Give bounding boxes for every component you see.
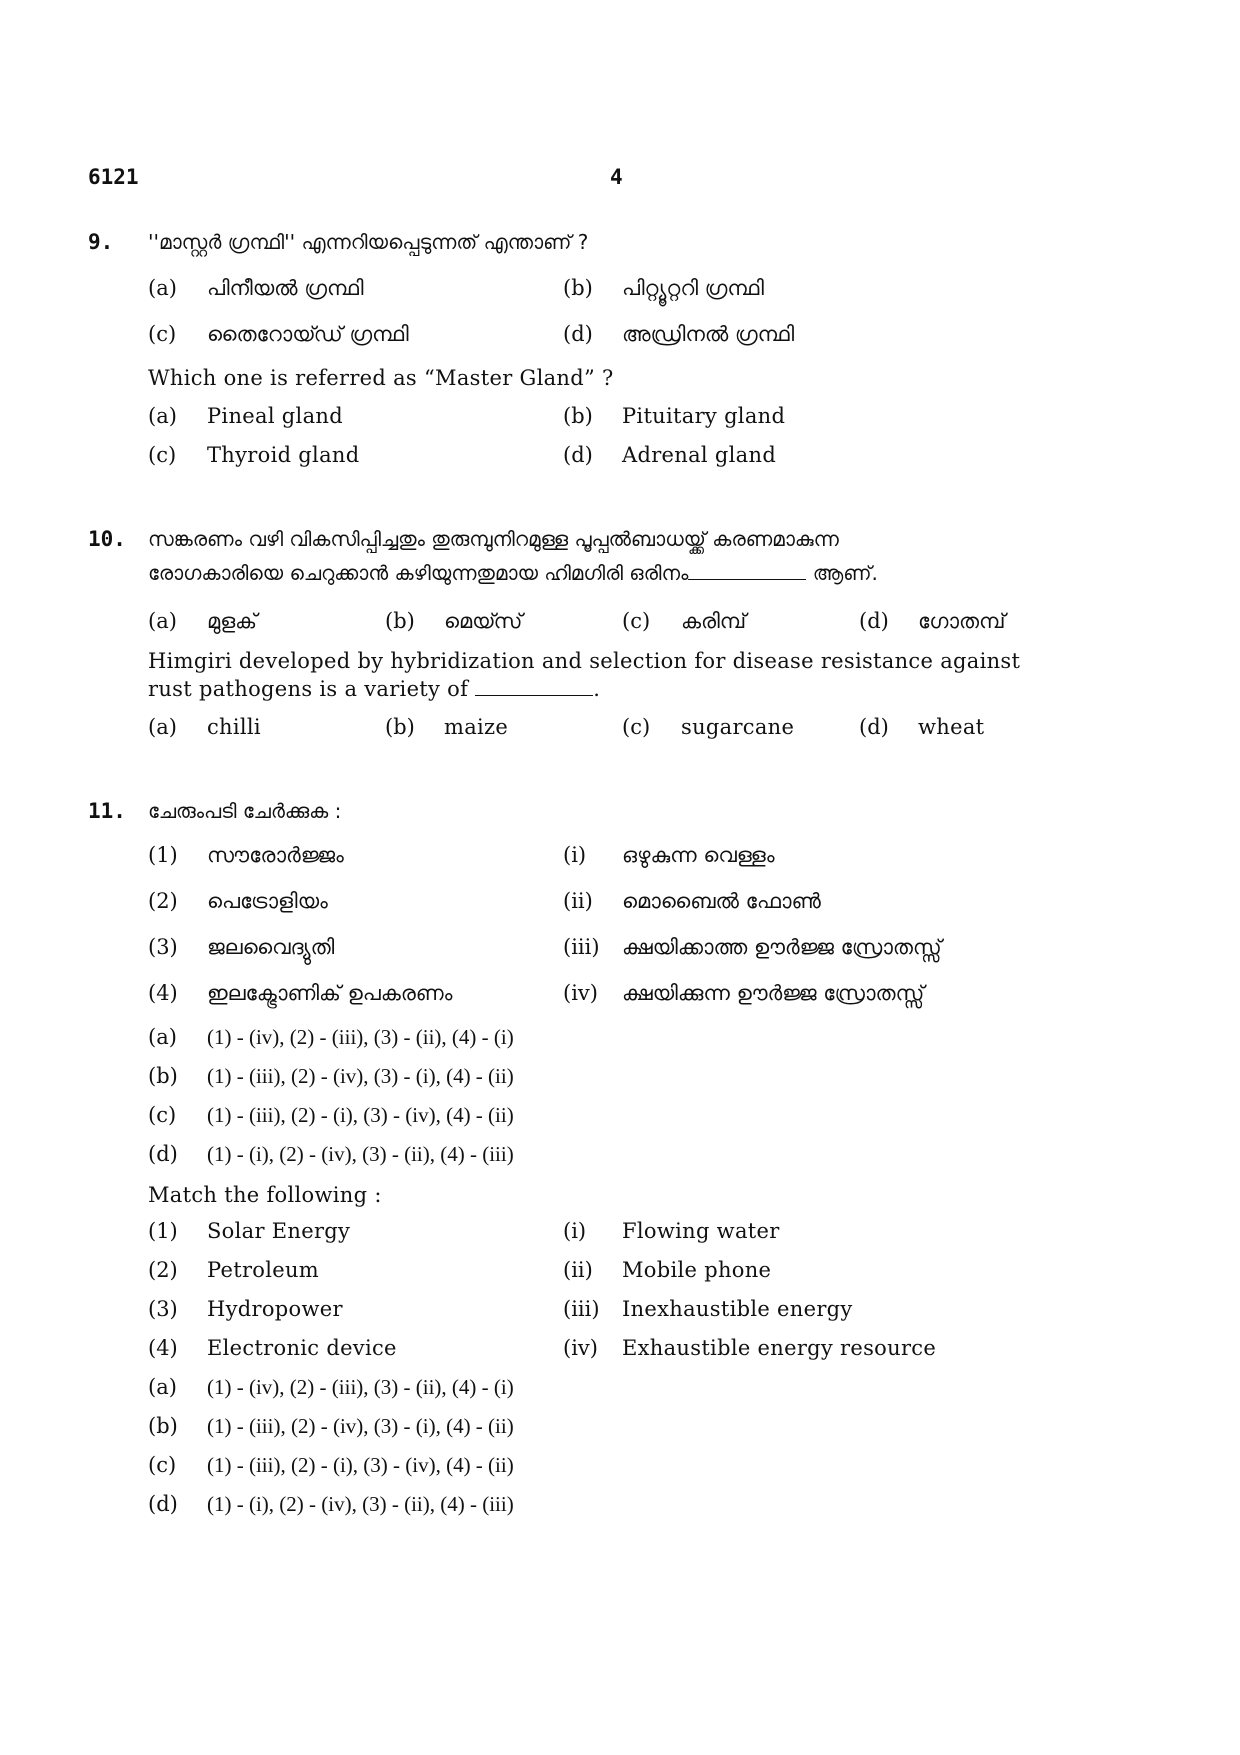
question-text-malayalam-line1: സങ്കരണം വഴി വികസിപ്പിച്ചതും തുരുമ്പുനിറമുള്ള പൂപ്പൽബാധയ്ക്ക് കരണമാകുന്ന (148, 527, 839, 551)
option-key: (c) (148, 1453, 177, 1477)
page-header (0, 165, 1240, 195)
option-row (0, 715, 1240, 747)
match-pair-row (0, 843, 1240, 875)
right-item: Exhaustible energy resource (622, 1336, 937, 1360)
right-key: (i) (563, 1219, 587, 1243)
right-key: (iii) (563, 935, 600, 959)
question-text: രോഗകാരിയെ ചെറുക്കാൻ കഴിയുന്നതുമായ ഹിമഗിരി ഒരിനം (148, 561, 689, 585)
option-key: (d) (859, 715, 889, 739)
option-row (0, 404, 1240, 436)
left-item: Petroleum (207, 1258, 320, 1282)
question-text-end: ആണ്. (812, 561, 878, 585)
left-key: (1) (148, 1219, 178, 1243)
match-pair-row (0, 981, 1240, 1013)
question-number: 10. (88, 527, 126, 551)
option-key: (c) (148, 443, 177, 467)
option-text: maize (444, 715, 509, 739)
option-key: (b) (148, 1414, 178, 1438)
question-text-english-line2 (148, 675, 600, 703)
option-text: മുളക് (207, 609, 258, 633)
option-text: (1) - (iii), (2) - (iv), (3) - (i), (4) - (ii) (207, 1064, 514, 1088)
option-key: (c) (622, 715, 651, 739)
option-text: (1) - (i), (2) - (iv), (3) - (ii), (4) - (iii) (207, 1142, 514, 1166)
match-pair-row (0, 1336, 1240, 1368)
match-pair-row (0, 1219, 1240, 1251)
answer-option-row (0, 1103, 1240, 1135)
answer-option-row (0, 1453, 1240, 1485)
option-key: (b) (385, 715, 415, 739)
option-key: (a) (148, 1375, 177, 1399)
left-item: Solar Energy (207, 1219, 351, 1243)
option-key: (b) (385, 609, 415, 633)
option-key: (a) (148, 609, 177, 633)
option-text: Adrenal gland (622, 443, 777, 467)
match-pair-row (0, 935, 1240, 967)
left-key: (3) (148, 1297, 178, 1321)
question-text-english: Match the following : (148, 1183, 382, 1207)
option-text: Thyroid gland (207, 443, 360, 467)
left-item: Hydropower (207, 1297, 343, 1321)
left-key: (3) (148, 935, 178, 959)
option-text: (1) - (iii), (2) - (i), (3) - (iv), (4) - (ii) (207, 1103, 514, 1127)
option-text: (1) - (iii), (2) - (iv), (3) - (i), (4) - (ii) (207, 1414, 514, 1438)
answer-option-row (0, 1414, 1240, 1446)
question-text-end: . (593, 677, 601, 701)
option-text: (1) - (iv), (2) - (iii), (3) - (ii), (4) - (i) (207, 1375, 514, 1399)
option-key: (c) (148, 1103, 177, 1127)
option-text: പിറ്റ്യൂറ്ററി ഗ്രന്ഥി (622, 276, 764, 300)
option-key: (d) (563, 443, 593, 467)
match-pair-row (0, 1297, 1240, 1329)
question-text-malayalam-line2 (148, 559, 878, 587)
match-pair-row (0, 1258, 1240, 1290)
option-text: (1) - (iii), (2) - (i), (3) - (iv), (4) - (ii) (207, 1453, 514, 1477)
option-text: തൈറോയ്ഡ് ഗ്രന്ഥി (207, 322, 409, 346)
right-item: ക്ഷയിക്കുന്ന ഊർജ്ജ സ്രോതസ്സ് (622, 981, 925, 1005)
question-text-english: Which one is referred as “Master Gland” ? (148, 366, 614, 390)
left-key: (4) (148, 981, 178, 1005)
answer-blank (475, 675, 593, 696)
right-key: (ii) (563, 889, 593, 913)
left-key: (2) (148, 1258, 178, 1282)
option-key: (d) (148, 1142, 178, 1166)
option-text: Pineal gland (207, 404, 343, 428)
option-text: sugarcane (681, 715, 795, 739)
option-row (0, 276, 1240, 308)
option-key: (c) (148, 322, 177, 346)
option-text: അഡ്രിനൽ ഗ്രന്ഥി (622, 322, 795, 346)
option-key: (b) (148, 1064, 178, 1088)
right-key: (i) (563, 843, 587, 867)
option-text: Pituitary gland (622, 404, 786, 428)
match-pair-row (0, 889, 1240, 921)
right-key: (iii) (563, 1297, 600, 1321)
answer-option-row (0, 1025, 1240, 1057)
option-text: chilli (207, 715, 261, 739)
answer-option-row (0, 1064, 1240, 1096)
option-key: (d) (859, 609, 889, 633)
right-key: (iv) (563, 1336, 598, 1360)
left-item: സൗരോർജ്ജം (207, 843, 344, 867)
right-item: ഒഴുകുന്ന വെള്ളം (622, 843, 775, 867)
option-key: (a) (148, 715, 177, 739)
left-key: (1) (148, 843, 178, 867)
option-key: (b) (563, 404, 593, 428)
answer-option-row (0, 1142, 1240, 1174)
question-paper-code: 6121 (88, 165, 139, 189)
option-text: കരിമ്പ് (681, 609, 747, 633)
left-key: (4) (148, 1336, 178, 1360)
option-text: മെയ്സ് (444, 609, 523, 633)
option-key: (a) (148, 404, 177, 428)
right-key: (iv) (563, 981, 598, 1005)
left-item: ഇലക്ട്രോണിക് ഉപകരണം (207, 981, 453, 1005)
left-item: ജലവൈദ്യുതി (207, 935, 335, 959)
question-text: rust pathogens is a variety of (148, 677, 469, 701)
option-text: ഗോതമ്പ് (918, 609, 1006, 633)
right-item: Flowing water (622, 1219, 780, 1243)
option-key: (c) (622, 609, 651, 633)
question-number: 9. (88, 230, 114, 254)
option-key: (a) (148, 1025, 177, 1049)
question-text-malayalam: ചേരുംപടി ചേർക്കുക : (148, 799, 342, 823)
option-text: (1) - (i), (2) - (iv), (3) - (ii), (4) - (iii) (207, 1492, 514, 1516)
question-text-english-line1: Himgiri developed by hybridization and selection for disease resistance against (148, 649, 1021, 673)
right-key: (ii) (563, 1258, 593, 1282)
right-item: മൊബൈൽ ഫോൺ (622, 889, 821, 913)
answer-blank (688, 559, 806, 580)
option-text: (1) - (iv), (2) - (iii), (3) - (ii), (4) - (i) (207, 1025, 514, 1049)
option-text: പിനീയൽ ഗ്രന്ഥി (207, 276, 364, 300)
question-number: 11. (88, 799, 126, 823)
option-text: wheat (918, 715, 985, 739)
option-key: (b) (563, 276, 593, 300)
answer-option-row (0, 1375, 1240, 1407)
option-row (0, 609, 1240, 641)
right-item: Inexhaustible energy (622, 1297, 853, 1321)
option-key: (d) (148, 1492, 178, 1516)
option-row (0, 443, 1240, 475)
page-number: 4 (610, 165, 623, 189)
option-key: (a) (148, 276, 177, 300)
left-item: Electronic device (207, 1336, 397, 1360)
question-text-malayalam: ''മാസ്റ്റർ ഗ്രന്ഥി'' എന്നറിയപ്പെടുന്നത് എന്താണ് ? (148, 230, 589, 254)
right-item: Mobile phone (622, 1258, 772, 1282)
right-item: ക്ഷയിക്കാത്ത ഊർജ്ജ സ്രോതസ്സ് (622, 935, 942, 959)
option-row (0, 322, 1240, 354)
left-key: (2) (148, 889, 178, 913)
left-item: പെട്രോളിയം (207, 889, 328, 913)
answer-option-row (0, 1492, 1240, 1524)
option-key: (d) (563, 322, 593, 346)
